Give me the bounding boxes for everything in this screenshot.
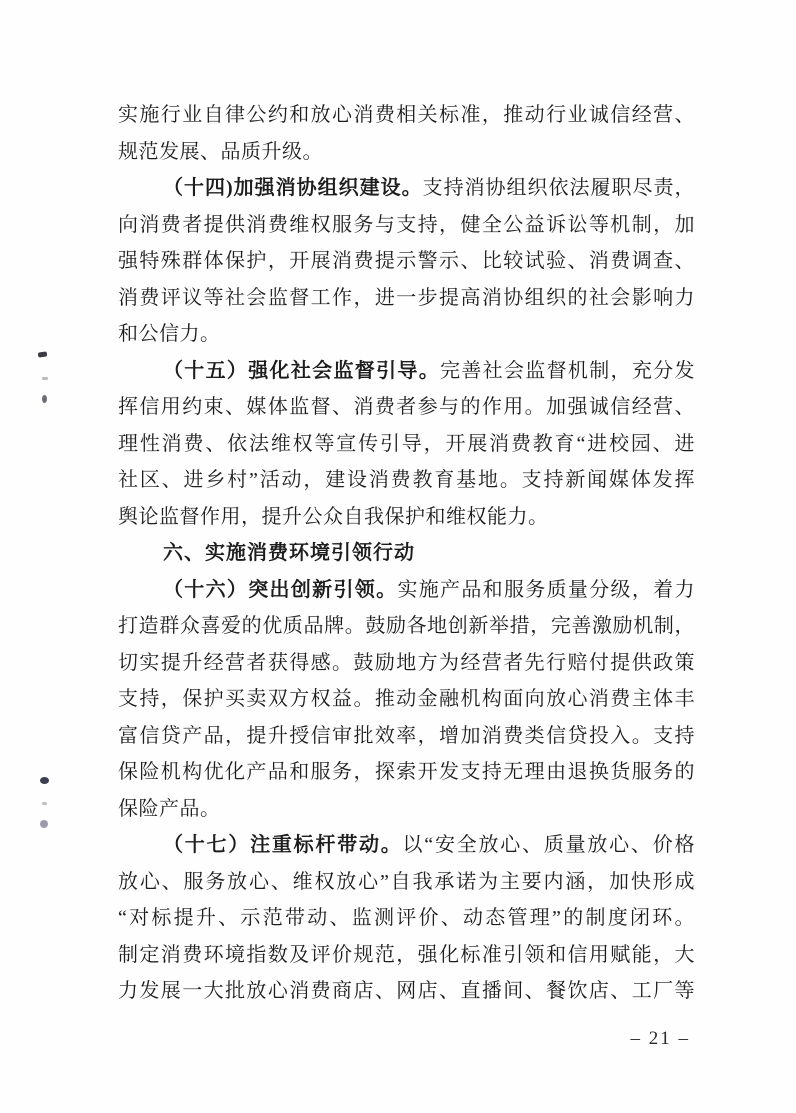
text-line [118,134,695,171]
text-line [118,827,695,864]
text-line [118,353,695,390]
scan-artifact [38,351,48,357]
text-line [118,608,695,645]
body-text: 保险机构优化产品和服务，探索开发支持无理由退换货服务的 [118,761,695,783]
body-text: 制定消费环境指数及评价规范，强化标准引领和信用赋能，大 [118,943,695,966]
body-text: 理性消费、依法维权等宣传引导，开展消费教育“进校园、进 [118,432,695,455]
text-line [118,864,695,901]
body-text: 支持，保护买卖双方权益。推动金融机构面向放心消费主体丰 [118,688,695,710]
text-line [118,426,695,463]
body-text: 力发展一大批放心消费商店、网店、直播间、餐饮店、工厂等 [118,980,695,1002]
page-number: – 21 – [630,1028,690,1049]
text-line [118,535,695,572]
paragraph-14 [118,170,695,353]
paragraph-16 [118,572,695,828]
item-heading-text: （十六）突出创新引领。 [163,578,398,601]
section-heading-6 [118,535,695,572]
scan-artifact [42,377,48,380]
paragraph-17 [118,827,695,1010]
scan-artifact [40,777,49,784]
body-text: 以“安全放心、质量放心、价格 [402,834,695,856]
body-text: 实施行业自律公约和放心消费相关标准，推动行业诚信经营、 [118,104,695,126]
text-line [118,280,695,317]
text-line [118,681,695,718]
text-line [118,718,695,755]
body-text: 向消费者提供消费维权服务与支持，健全公益诉讼等机制，加 [118,213,695,236]
text-line [118,937,695,974]
body-text: 富信贷产品，提升授信审批效率，增加消费类信贷投入。支持 [118,724,695,747]
document-body [118,97,695,1010]
body-text: 放心、服务放心、维权放心”自我承诺为主要内涵，加快形成 [118,870,695,893]
text-line [118,499,695,536]
body-text: 支持消协组织依法履职尽责， [422,177,695,199]
body-text: 消费评议等社会监督工作，进一步提高消协组织的社会影响力 [118,286,695,309]
text-line [118,900,695,937]
item-heading-text: （十五）强化社会监督引导。 [163,359,441,382]
body-text: 挥信用约束、媒体监督、消费者参与的作用。加强诚信经营、 [118,396,695,418]
body-text: 规范发展、品质升级。 [118,140,323,163]
body-text: 社区、进乡村”活动，建设消费教育基地。支持新闻媒体发挥 [118,469,695,491]
scan-artifact [40,820,48,828]
body-text: 舆论监督作用，提升公众自我保护和维权能力。 [118,505,549,528]
scan-artifact [42,802,47,805]
text-line [118,572,695,609]
body-text: “对标提升、示范带动、监测评价、动态管理”的制度闭环。 [118,907,695,929]
section-heading-text: 六、实施消费环境引领行动 [163,542,415,564]
body-text: 和公信力。 [118,323,221,345]
body-text: 保险产品。 [118,797,221,820]
paragraph-continued [118,97,695,170]
text-line [118,316,695,353]
body-text: 切实提升经营者获得感。鼓励地方为经营者先行赔付提供政策 [118,651,695,674]
paragraph-15 [118,353,695,536]
text-line [118,389,695,426]
body-text: 完善社会监督机制，充分发 [440,359,695,382]
text-line [118,97,695,134]
body-text: 实施产品和服务质量分级，着力 [397,578,695,601]
body-text: 强特殊群体保护，开展消费提示警示、比较试验、消费调查、 [118,250,695,272]
text-line [118,791,695,828]
body-text: 打造群众喜爱的优质品牌。鼓励各地创新举措，完善激励机制， [118,615,695,637]
text-line [118,170,695,207]
item-heading-text: （十四)加强消协组织建设。 [163,177,423,199]
text-line [118,243,695,280]
text-line [118,754,695,791]
text-line [118,973,695,1010]
item-heading-text: （十七）注重标杆带动。 [163,834,403,856]
scan-artifact [42,395,47,403]
text-line [118,462,695,499]
text-line [118,207,695,244]
text-line [118,645,695,682]
